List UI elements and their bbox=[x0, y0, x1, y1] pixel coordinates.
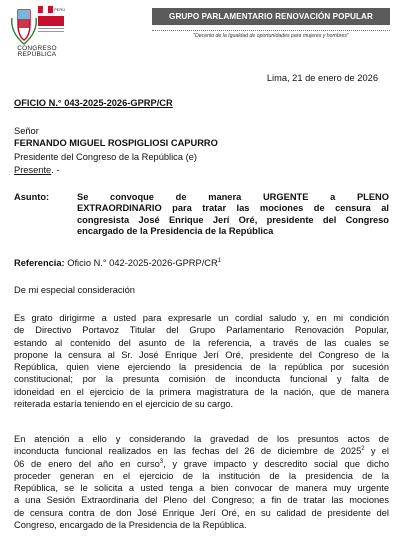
paragraph-line: Es grato dirigirme a usted para expresarle un cordial saludo y, en mi condición bbox=[14, 313, 389, 323]
paragraph-line: a una Sesión Extraordinaria del Pleno del Congreso; a fin de tratar las mociones bbox=[14, 495, 389, 506]
paragraph-line: En atención a ello y considerando la gravedad de los presuntos actos de bbox=[14, 434, 389, 444]
asunto-line: congresista José Enrique Jerí Oré, presidente del Congreso bbox=[77, 214, 389, 225]
footnote-marker: 2 bbox=[361, 446, 365, 453]
paragraph-line: de censura contra de don José Enrique Jerí Oré, en su calidad de presidente del bbox=[14, 507, 389, 518]
body-paragraph-1 bbox=[14, 312, 389, 410]
logo-caption-line2: REPÚBLICA bbox=[17, 51, 57, 58]
asunto-text bbox=[77, 192, 389, 238]
paragraph-line-part: inconducta funcional realizados en las fechas del 26 de diciembre de 2025 bbox=[14, 446, 362, 457]
footnote-marker: 1 bbox=[217, 257, 222, 264]
recipient-name: FERNANDO MIGUEL ROSPIGLIOSI CAPURRO bbox=[14, 138, 218, 148]
referencia-line bbox=[14, 258, 221, 269]
logo-caption-line1: CONGRESO bbox=[17, 45, 57, 52]
paragraph-line-part: , y grave impacto y descredito social que dicho bbox=[163, 458, 389, 469]
logo-caption bbox=[8, 46, 66, 58]
group-name-banner: GRUPO PARLAMENTARIO RENOVACIÓN POPULAR bbox=[152, 8, 390, 25]
referencia-value: Oficio N.° 042-2025-2026-GPRP/CR bbox=[67, 258, 218, 268]
letter-date: Lima, 21 de enero de 2026 bbox=[266, 73, 378, 83]
paragraph-line: República, quien viene ejerciendo la presidencia de la república por sucesión bbox=[14, 362, 389, 373]
paragraph-line: proceder generan en el ejercicio de la institución de la presidencia de la bbox=[14, 470, 389, 481]
paragraph-line: idoneidad en el ejercicio de la primera magistratura de la nación, que de manera bbox=[14, 386, 389, 397]
referencia-label: Referencia: bbox=[14, 258, 65, 268]
logo-flag-text: PERÚ bbox=[54, 7, 66, 12]
asunto-line: EXTRAORDINARIO para tratar las mociones de censura al bbox=[77, 203, 389, 214]
presente-line bbox=[14, 165, 59, 176]
paragraph-line bbox=[14, 445, 389, 457]
recipient-role: Presidente del Congreso de la República (e) bbox=[14, 152, 197, 162]
paragraph-line: República, se le solicita a usted tenga a bien convocar de manera muy urgente bbox=[14, 483, 389, 494]
footnote-marker: 3 bbox=[159, 458, 164, 465]
asunto-label: Asunto: bbox=[14, 192, 50, 202]
salutation: Señor bbox=[14, 126, 39, 136]
motto-divider bbox=[152, 30, 390, 31]
oficio-number: OFICIO N.° 043-2025-2026-GPRP/CR bbox=[14, 98, 173, 108]
paragraph-line: reiterada estaría teniendo en el ejercicio de su cargo. bbox=[14, 399, 234, 410]
opening-phrase: De mi especial consideración bbox=[14, 285, 135, 295]
body-paragraph-2 bbox=[14, 433, 389, 531]
paragraph-line-part: y el bbox=[364, 446, 389, 457]
paragraph-line-part: 06 de enero del año en curso bbox=[14, 458, 160, 469]
paragraph-line: propone la censura al Sr. José Enrique Jerí Oré, presidente del Congreso de la bbox=[14, 349, 389, 360]
presente-word: Presente bbox=[14, 165, 52, 175]
paragraph-line bbox=[14, 458, 389, 470]
paragraph-line: Congreso, encargado de la Presidencia de la República. bbox=[14, 520, 247, 531]
presente-suffix: . - bbox=[51, 165, 60, 175]
asunto-line: Se convoque de manera URGENTE a PLENO bbox=[77, 192, 389, 202]
paragraph-line: de Directivo Portavoz Titular del Grupo Parlamentario Renovación Popular, bbox=[14, 325, 389, 336]
paragraph-line: constitucional; por la presunta comisión de inconducta funcional y falta de bbox=[14, 374, 389, 385]
decade-motto: "Decenio de la Igualdad de oportunidades para mujeres y hombres" bbox=[193, 33, 349, 39]
asunto-line: encargado de la Presidencia de la República bbox=[77, 226, 274, 237]
paragraph-line: estando al contenido del asunto de la referencia, a través de las cuales se bbox=[14, 337, 389, 348]
congress-logo bbox=[8, 6, 66, 46]
